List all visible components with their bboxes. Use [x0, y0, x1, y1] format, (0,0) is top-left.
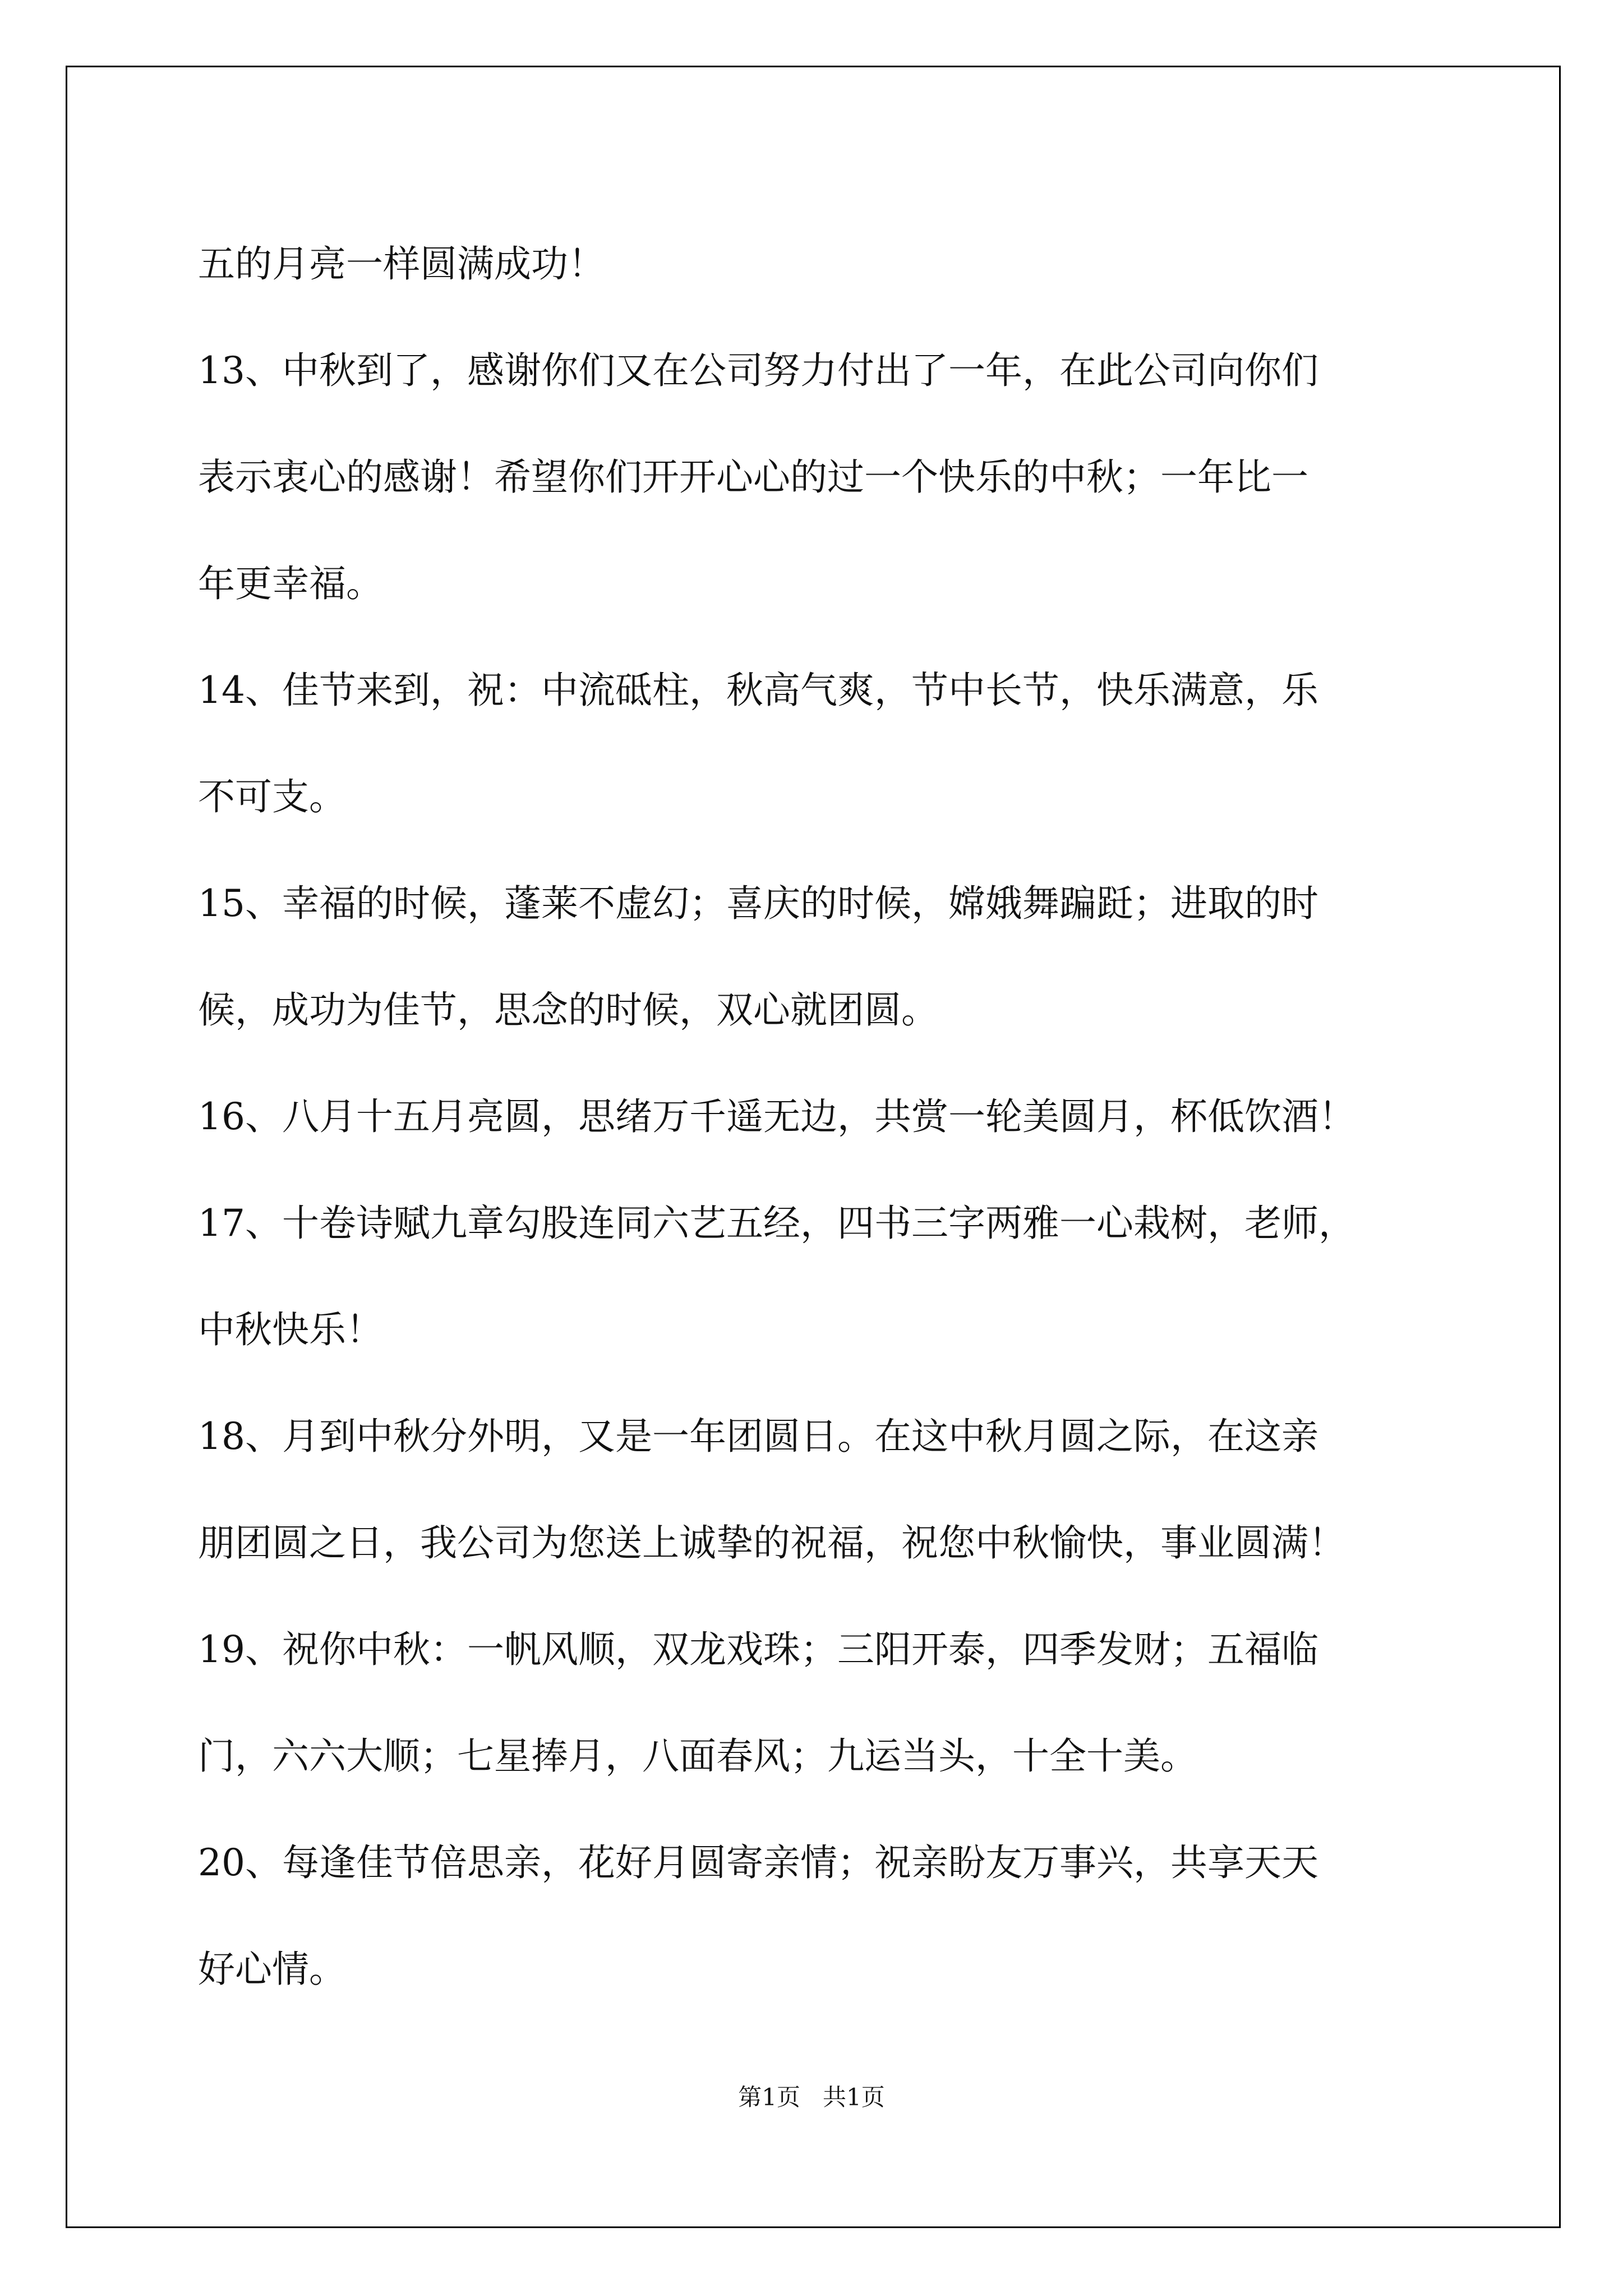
- page-footer: 第1页 共1页: [738, 2083, 885, 2111]
- text-line: 年更幸福。: [198, 562, 383, 605]
- text-line: 表示衷心的感谢！希望你们开开心心的过一个快乐的中秋；一年比一: [198, 455, 1308, 499]
- text-line: 朋团圆之日，我公司为您送上诚挚的祝福，祝您中秋愉快，事业圆满！: [198, 1521, 1345, 1565]
- text-line: 16、八月十五月亮圆，思绪万千遥无边，共赏一轮美圆月，杯低饮酒！: [198, 1095, 1355, 1138]
- text-line: 17、十卷诗赋九章勾股连同六艺五经，四书三字两雅一心栽树，老师，: [198, 1202, 1355, 1245]
- text-line: 好心情。: [198, 1948, 346, 1991]
- text-line: 中秋快乐！: [198, 1308, 383, 1351]
- text-line: 20、每逢佳节倍思亲，花好月圆寄亲情；祝亲盼友万事兴，共享天天: [198, 1841, 1318, 1884]
- text-line: 13、中秋到了，感谢你们又在公司努力付出了一年，在此公司向你们: [198, 349, 1318, 392]
- text-line: 14、佳节来到，祝：中流砥柱，秋高气爽，节中长节，快乐满意，乐: [198, 669, 1318, 712]
- text-line: 19、祝你中秋：一帆风顺，双龙戏珠；三阳开泰，四季发财；五福临: [198, 1628, 1318, 1671]
- text-line: 18、月到中秋分外明，又是一年团圆日。在这中秋月圆之际，在这亲: [198, 1415, 1318, 1458]
- text-line: 不可支。: [198, 775, 346, 818]
- text-line: 15、幸福的时候，蓬莱不虚幻；喜庆的时候，嫦娥舞蹁跹；进取的时: [198, 882, 1318, 925]
- text-line: 五的月亮一样圆满成功！: [198, 242, 605, 286]
- document-body: [198, 211, 1432, 2023]
- text-line: 门，六六大顺；七星捧月，八面春风；九运当头，十全十美。: [198, 1734, 1197, 1778]
- text-line: 候，成功为佳节，思念的时候，双心就团圆。: [198, 988, 938, 1032]
